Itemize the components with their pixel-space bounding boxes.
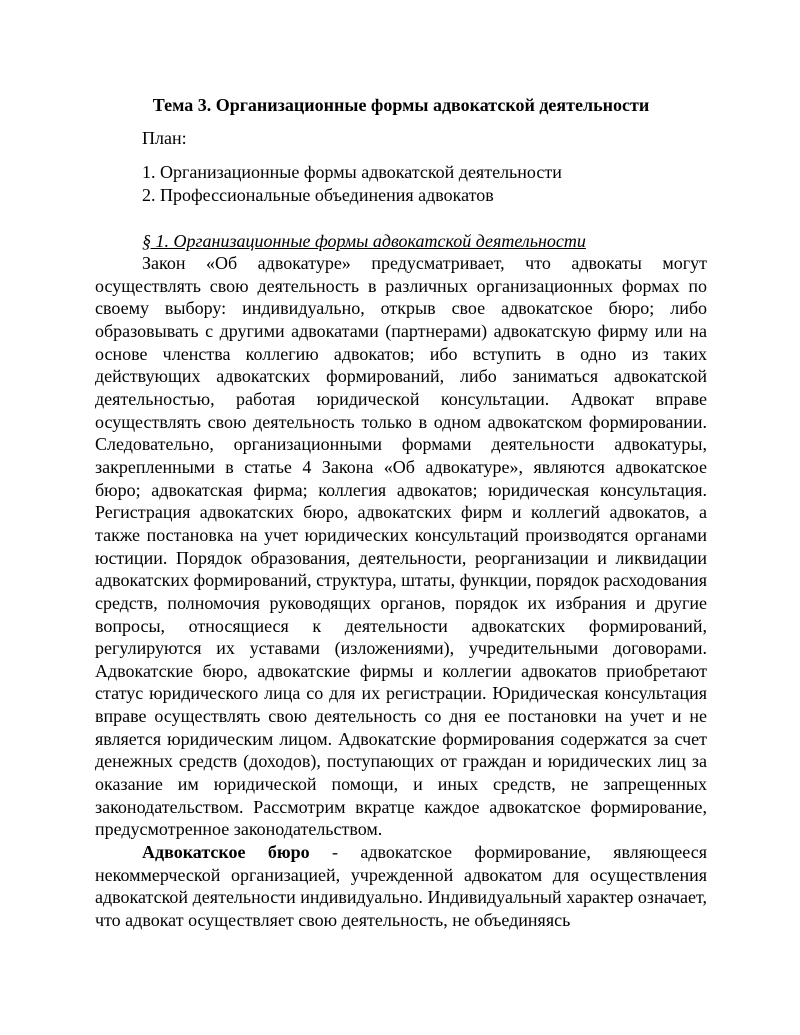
page-title: Тема 3. Организационные формы адвокатской деятельности <box>152 95 650 115</box>
paragraph <box>95 841 707 932</box>
paragraph: Закон «Об адвокатуре» предусматривает, что адвокаты могут осуществлять свою деятельность в различных организационных формах по своему выбору: индивидуально, открыв свое адвокатское бюро; либо образовывать с другими адвокатами (партнерами) адвокатскую фирму или на основе членства коллегию адвокатов; ибо вступить в одно из таких действующих адвокатских формирований, либо заниматься адвокатской деятельностью, работая юридической консультации. Адвокат вправе осуществлять свою деятельность только в одном адвокатском формировании. Следовательно, организационными формами деятельности адвокатуры, закрепленными в статье 4 Закона «Об адвокатуре», являются адвокатское бюро; адвокатская фирма; коллегия адвокатов; юридическая консультация. Регистрация адвокатских бюро, адвокатских фирм и коллегий адвокатов, а также постановка на учет юридических консультаций производятся органами юстиции. Порядок образования, деятельности, реорганизации и ликвидации адвокатских формирований, структура, штаты, функции, порядок расходования средств, полномочия руководящих органов, порядок их избрания и другие вопросы, относящиеся к деятельности адвокатских формирований, регулируются их уставами (изложениями), учредительными договорами. Адвокатские бюро, адвокатские фирмы и коллегии адвокатов приобретают статус юридического лица со для их регистрации. Юридическая консультация вправе осуществлять свою деятельность со дня ее постановки на учет и не является юридическим лицом. Адвокатские формирования содержатся за счет денежных средств (доходов), поступающих от граждан и юридических лиц за оказание им юридической помощи, и иных средств, не запрещенных законодательством. Рассмотрим вкратце каждое адвокатское формирование, предусмотренное законодательством. <box>95 253 707 840</box>
plan-label: План: <box>142 128 187 148</box>
section-heading: § 1. Организационные формы адвокатской деятельности <box>142 231 586 251</box>
plan-item: 2. Профессиональные объединения адвокатов <box>142 184 494 205</box>
body-text <box>95 252 707 932</box>
paragraph-text: - адвокатское формирование, являющееся некоммерческой организацией, учрежденной адвокатом для осуществления адвокатской деятельности индивидуально. Индивидуальный характер означает, что адвокат осуществляет свою деятельность, не объединяясь <box>95 842 707 931</box>
plan-item: 1. Организационные формы адвокатской деятельности <box>142 162 562 182</box>
plan-list <box>142 161 562 206</box>
defined-term: Адвокатское бюро <box>142 842 310 863</box>
